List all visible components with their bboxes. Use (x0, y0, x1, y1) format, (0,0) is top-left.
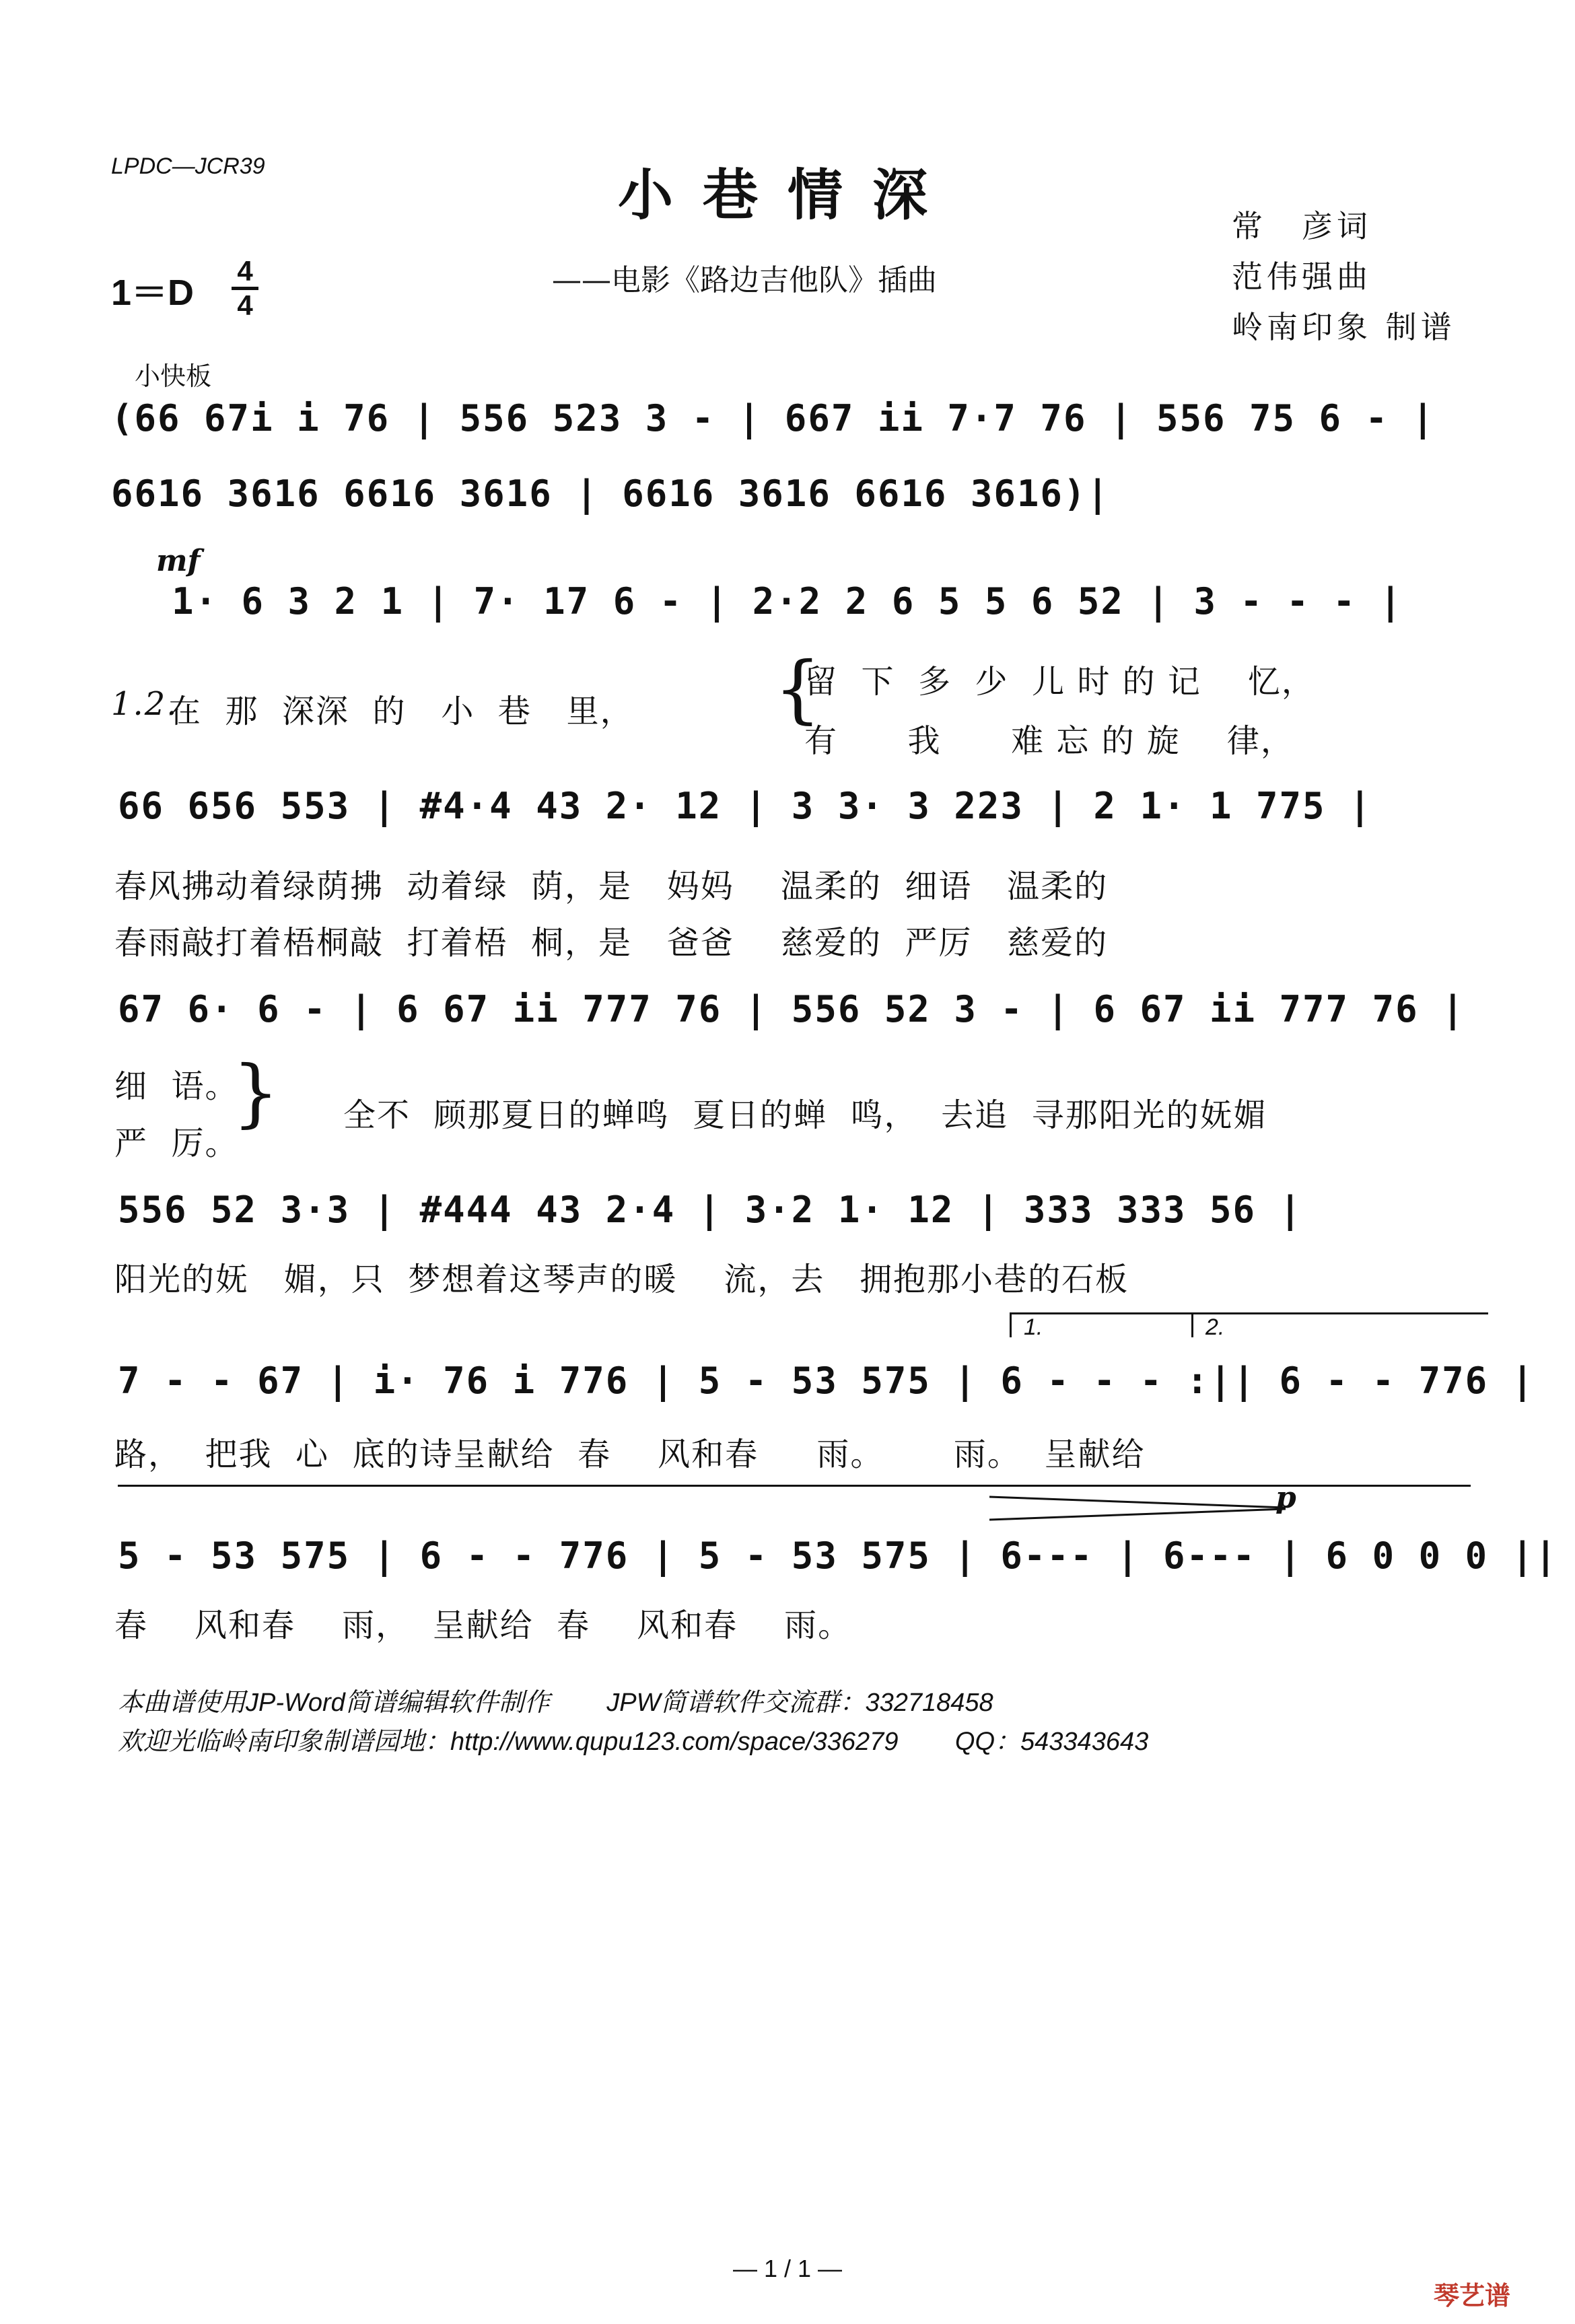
page-number: — 1 / 1 — (732, 2255, 843, 2282)
lyrics-line-4b: 春雨敲打着梧桐敲 打着梧 桐，是 爸爸 慈爱的 严厉 慈爱的 (114, 924, 1109, 962)
footer-line-1: 本曲谱使用JP-Word简谱编辑软件制作 JPW简谱软件交流群：332718458 (118, 1689, 993, 1717)
footer-line-2: 欢迎光临岭南印象制谱园地：http://www.qupu123.com/space/336279 QQ：543343643 (118, 1728, 1149, 1756)
score-line-2: 6616 3616 6616 3616 | 6616 3616 6616 3616)| (111, 472, 1110, 515)
lyrics-line-5c: 全不 顾那夏日的蝉鸣 夏日的蝉 鸣， 去追 寻那阳光的妩媚 (343, 1096, 1267, 1134)
score-line-5: 67 6· 6 - | 6 67 ii 777 76 | 556 52 3 - | 6 67 ii 777 76 | (118, 988, 1465, 1030)
song-title: 小巷情深 (617, 163, 957, 227)
lyrics-line-3: 在 那 深深 的 小 巷 里， (168, 693, 634, 730)
dynamic-mf: mf (156, 544, 201, 578)
verse-label: 1.2. (111, 685, 178, 723)
lyrics-line-5b: 严 厉。 (114, 1125, 239, 1162)
lyrics-line-8: 春 风和春 雨， 呈献给 春 风和春 雨。 (114, 1607, 852, 1644)
verse-brace-2: } (232, 1049, 279, 1135)
lyrics-line-3b: 有 我 难 忘 的 旋 律， (804, 722, 1294, 760)
arranger-credit: 岭南印象 制谱 (1232, 309, 1456, 345)
score-line-6: 556 52 3·3 | #444 43 2·4 | 3·2 1· 12 | 333 333 56 | (118, 1189, 1303, 1231)
lyrics-line-4a: 春风拂动着绿荫拂 动着绿 荫，是 妈妈 温柔的 细语 温柔的 (114, 868, 1109, 905)
composer-credit: 范伟强曲 (1232, 258, 1372, 295)
tempo-marking: 小快板 (135, 363, 212, 391)
score-line-8: 5 - 53 575 | 6 - - 776 | 5 - 53 575 | 6--- | 6--- | 6 0 0 0 || (118, 1535, 1558, 1577)
score-line-7: 7 - - 67 | i· 76 i 776 | 5 - 53 575 | 6 - - - :|| 6 - - 776 | (118, 1360, 1535, 1402)
lyricist-credit: 常 彦词 (1232, 208, 1372, 244)
lyrics-line-3a: 留 下 多 少 儿 时 的 记 忆， (804, 663, 1315, 701)
song-subtitle: ——电影《路边吉他队》插曲 (552, 263, 937, 297)
key-signature: 1＝D (111, 273, 195, 313)
site-logo: 琴艺谱 (1434, 2282, 1511, 2311)
score-line-4: 66 656 553 | #4·4 43 2· 12 | 3 3· 3 223 | 2 1· 1 775 | (118, 785, 1372, 827)
time-signature-top: 4 (237, 255, 253, 287)
time-signature-bottom: 4 (237, 289, 253, 321)
score-line-1: (66 67i i 76 | 556 523 3 - | 667 ii 7·7 76 | 556 75 6 - | (111, 397, 1436, 439)
score-line-3: 1· 6 3 2 1 | 7· 17 6 - | 2·2 2 6 5 5 6 52 | 3 - - - | (172, 580, 1403, 623)
time-signature (230, 256, 260, 321)
verse-brace-1: { (774, 645, 821, 732)
lyrics-line-5a: 细 语。 (114, 1067, 239, 1105)
lyrics-line-7: 路， 把我 心 底的诗呈献给 春 风和春 雨。 雨。 呈献给 (114, 1436, 1146, 1473)
lyrics-line-6: 阳光的妩 媚，只 梦想着这琴声的暖 流，去 拥抱那小巷的石板 (114, 1261, 1129, 1298)
volta-second-ending: 2. (1191, 1312, 1488, 1337)
dynamic-p: p (1275, 1481, 1296, 1515)
system-rule (118, 1485, 1471, 1487)
decrescendo-hairpin (989, 1495, 1299, 1522)
score-code: LPDC—JCR39 (111, 153, 265, 179)
volta-first-ending: 1. (1010, 1312, 1192, 1337)
